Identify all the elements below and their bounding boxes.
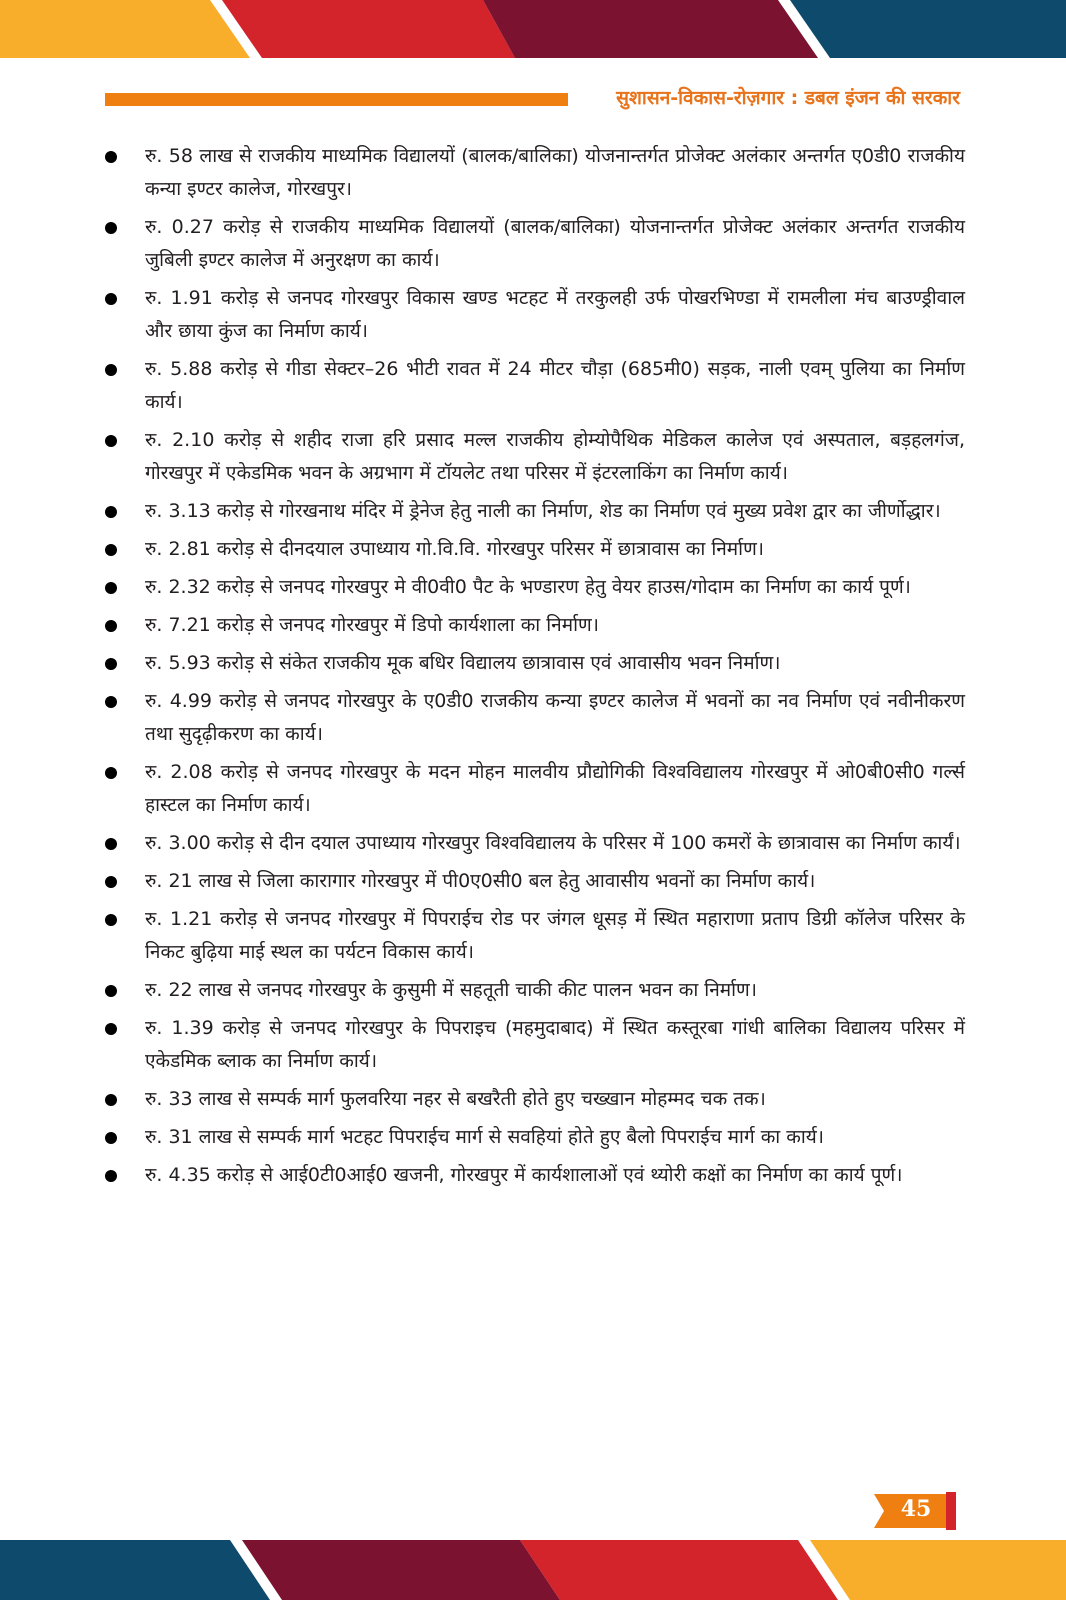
list-item xyxy=(105,533,965,566)
list-item xyxy=(105,865,965,898)
list-item-text: रु. 2.32 करोड़ से जनपद गोरखपुर मे वी0वी0 पैट के भण्डारण हेतु वेयर हाउस/गोदाम का निर्माण का कार्य पूर्ण। xyxy=(145,576,911,598)
list-item xyxy=(105,140,965,206)
list-item xyxy=(105,609,965,642)
header-rule xyxy=(105,93,568,106)
list-item xyxy=(105,211,965,277)
bullet-icon xyxy=(105,838,117,850)
list-item-text: रु. 3.13 करोड़ से गोरखनाथ मंदिर में ड्रेनेज हेतु नाली का निर्माण, शेड का निर्माण एवं मुख्य प्रवेश द्वार का जीर्णोद्धार। xyxy=(145,500,941,522)
list-item xyxy=(105,282,965,348)
bullet-icon xyxy=(105,696,117,708)
list-item-text: रु. 2.10 करोड़ से शहीद राजा हरि प्रसाद मल्ल राजकीय होम्योपैथिक मेडिकल कालेज एवं अस्पताल, बड़हलगंज, गोरखपुर में एकेडमिक भवन के अग्रभाग में टॉयलेट तथा परिसर में इंटरलाकिंग का निर्माण कार्य। xyxy=(145,429,965,484)
list-item xyxy=(105,1083,965,1116)
list-item-text: रु. 31 लाख से सम्पर्क मार्ग भटहट पिपराईच मार्ग से सवहियां होते हुए बैलो पिपराईच मार्ग का कार्य। xyxy=(145,1126,824,1148)
page-number-tab xyxy=(874,1492,956,1530)
bullet-icon xyxy=(105,658,117,670)
list-item-text: रु. 2.08 करोड़ से जनपद गोरखपुर के मदन मोहन मालवीय प्रौद्योगिकी विश्वविद्यालय गोरखपुर में ओ0बी0सी0 गर्ल्स हास्टल का निर्माण कार्य। xyxy=(145,761,965,816)
top-decorative-band xyxy=(0,0,1066,58)
project-list xyxy=(105,140,965,1197)
bullet-icon xyxy=(105,876,117,888)
list-item-text: रु. 22 लाख से जनपद गोरखपुर के कुसुमी में सहतूती चाकी कीट पालन भवन का निर्माण। xyxy=(145,979,757,1001)
list-item-text: रु. 2.81 करोड़ से दीनदयाल उपाध्याय गो.वि.वि. गोरखपुर परिसर में छात्रावास का निर्माण। xyxy=(145,538,765,560)
list-item-text: रु. 1.39 करोड़ से जनपद गोरखपुर के पिपराइच (महमुदाबाद) में स्थित कस्तूरबा गांधी बालिका विद्यालय परिसर में एकेडमिक ब्लाक का निर्माण कार्य। xyxy=(145,1017,965,1072)
list-item xyxy=(105,903,965,969)
list-item xyxy=(105,1159,965,1192)
list-item xyxy=(105,685,965,751)
list-item xyxy=(105,495,965,528)
bullet-icon xyxy=(105,151,117,163)
list-item xyxy=(105,353,965,419)
bullet-icon xyxy=(105,506,117,518)
bottom-decorative-band xyxy=(0,1540,1066,1600)
list-item xyxy=(105,974,965,1007)
bullet-icon xyxy=(105,1132,117,1144)
bullet-icon xyxy=(105,222,117,234)
list-item xyxy=(105,756,965,822)
list-item-text: रु. 5.93 करोड़ से संकेत राजकीय मूक बधिर विद्यालय छात्रावास एवं आवासीय भवन निर्माण। xyxy=(145,652,781,674)
list-item xyxy=(105,827,965,860)
list-item xyxy=(105,571,965,604)
list-item-text: रु. 3.00 करोड़ से दीन दयाल उपाध्याय गोरखपुर विश्वविद्यालय के परिसर में 100 कमरों के छात्रावास का निर्माण कार्यं। xyxy=(145,832,961,854)
bullet-icon xyxy=(105,544,117,556)
list-item-text: रु. 5.88 करोड़ से गीडा सेक्टर–26 भीटी रावत में 24 मीटर चौड़ा (685मी0) सड़क, नाली एवम् पुलिया का निर्माण कार्य। xyxy=(145,358,965,413)
list-item-text: रु. 7.21 करोड़ से जनपद गोरखपुर में डिपो कार्यशाला का निर्माण। xyxy=(145,614,599,636)
list-item-text: रु. 1.91 करोड़ से जनपद गोरखपुर विकास खण्ड भटहट में तरकुलही उर्फ पोखरभिण्डा में रामलीला मंच बाउण्ड्रीवाल और छाया कुंज का निर्माण कार्य। xyxy=(145,287,965,342)
bullet-icon xyxy=(105,1023,117,1035)
header-title: सुशासन-विकास-रोज़गार : डबल इंजन की सरकार xyxy=(616,87,960,109)
bullet-icon xyxy=(105,582,117,594)
bullet-icon xyxy=(105,435,117,447)
list-item-text: रु. 4.35 करोड़ से आई0टी0आई0 खजनी, गोरखपुर में कार्यशालाओं एवं थ्योरी कक्षों का निर्माण का कार्य पूर्ण। xyxy=(145,1164,903,1186)
bullet-icon xyxy=(105,1170,117,1182)
bullet-icon xyxy=(105,364,117,376)
list-item-text: रु. 1.21 करोड़ से जनपद गोरखपुर में पिपराईच रोड पर जंगल धूसड़ में स्थित महाराणा प्रताप डिग्री कॉलेज परिसर के निकट बुढ़िया माई स्थल का पर्यटन विकास कार्य। xyxy=(145,908,965,963)
page-number: 45 xyxy=(900,1496,932,1522)
list-item xyxy=(105,424,965,490)
list-item-text: रु. 0.27 करोड़ से राजकीय माध्यमिक विद्यालयों (बालक/बालिका) योजनान्तर्गत प्रोजेक्ट अलंकार अन्तर्गत राजकीय जुबिली इण्टर कालेज में अनुरक्षण का कार्य। xyxy=(145,216,965,271)
bullet-icon xyxy=(105,985,117,997)
bullet-icon xyxy=(105,1094,117,1106)
list-item xyxy=(105,647,965,680)
list-item-text: रु. 21 लाख से जिला कारागार गोरखपुर में पी0ए0सी0 बल हेतु आवासीय भवनों का निर्माण कार्य। xyxy=(145,870,816,892)
list-item-text: रु. 4.99 करोड़ से जनपद गोरखपुर के ए0डी0 राजकीय कन्या इण्टर कालेज में भवनों का नव निर्माण एवं नवीनीकरण तथा सुदृढ़ीकरण का कार्य। xyxy=(145,690,965,745)
list-item-text: रु. 33 लाख से सम्पर्क मार्ग फुलवरिया नहर से बखरैती होते हुए चख्खान मोहम्मद चक तक। xyxy=(145,1088,766,1110)
bullet-icon xyxy=(105,620,117,632)
bullet-icon xyxy=(105,914,117,926)
list-item xyxy=(105,1012,965,1078)
bullet-icon xyxy=(105,293,117,305)
list-item-text: रु. 58 लाख से राजकीय माध्यमिक विद्यालयों (बालक/बालिका) योजनान्तर्गत प्रोजेक्ट अलंकार अन्तर्गत ए0डी0 राजकीय कन्या इण्टर कालेज, गोरखपुर। xyxy=(145,145,965,200)
bullet-icon xyxy=(105,767,117,779)
list-item xyxy=(105,1121,965,1154)
